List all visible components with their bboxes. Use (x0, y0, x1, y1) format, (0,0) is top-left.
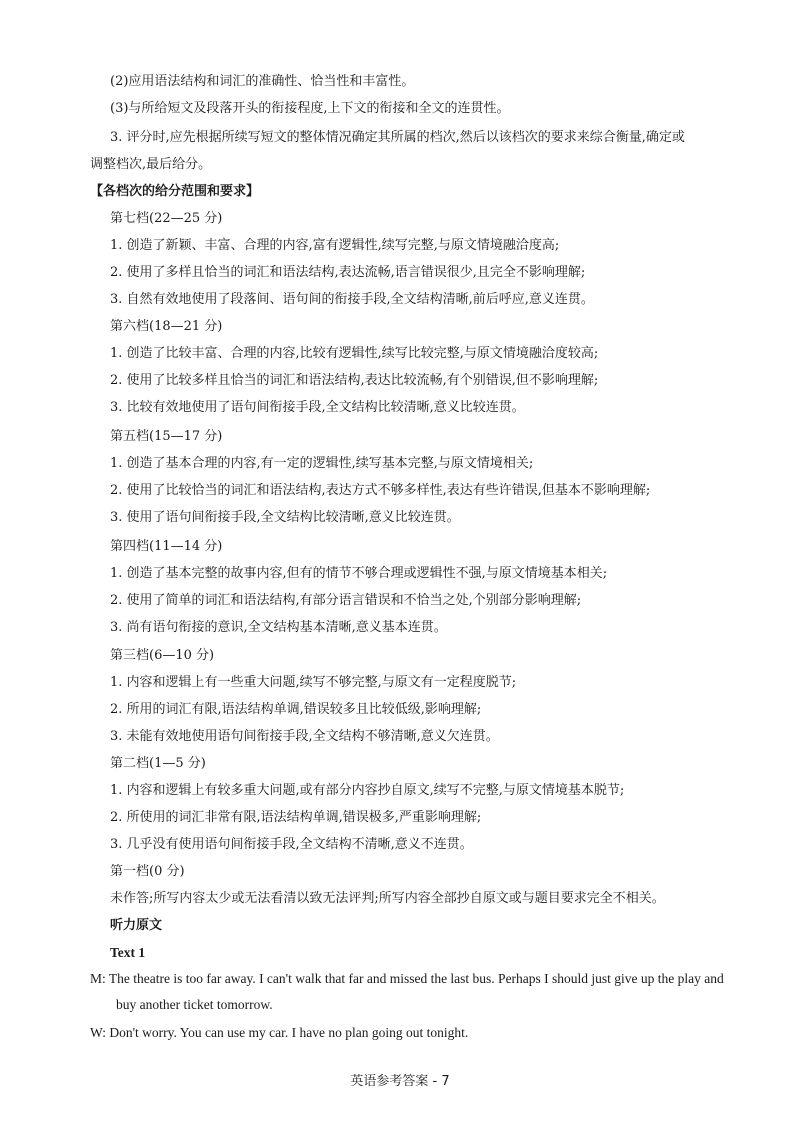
level-item: 3. 几乎没有使用语句间衔接手段,全文结构不清晰,意义不连贯。 (110, 837, 473, 852)
page-footer: 英语参考答案 - 7 (350, 1074, 450, 1089)
level-item: 1. 创造了基本完整的故事内容,但有的情节不够合理或逻辑性不强,与原文情境基本相关; (110, 566, 608, 581)
level-item: 3. 比较有效地使用了语句间衔接手段,全文结构比较清晰,意义比较连贯。 (110, 400, 525, 415)
level-title: 第三档(6—10 分) (110, 648, 215, 663)
level-item: 2. 所用的词汇有限,语法结构单调,错误较多且比较低级,影响理解; (110, 702, 482, 717)
level-item: 1. 内容和逻辑上有较多重大问题,或有部分内容抄自原文,续写不完整,与原文情境基本脱节; (110, 783, 625, 798)
criteria-item-3: (3)与所给短文及段落开头的衔接程度,上下文的衔接和全文的连贯性。 (110, 101, 510, 116)
level-title: 第五档(15—17 分) (110, 429, 223, 444)
level-item: 3. 使用了语句间衔接手段,全文结构比较清晰,意义比较连贯。 (110, 510, 460, 525)
scoring-note-line-2: 调整档次,最后给分。 (90, 157, 212, 172)
level-item: 1. 内容和逻辑上有一些重大问题,续写不够完整,与原文有一定程度脱节; (110, 675, 517, 690)
level-item: 1. 创造了基本合理的内容,有一定的逻辑性,续写基本完整,与原文情境相关; (110, 456, 534, 471)
dialogue-line: W: Don't worry. You can use my car. I have no plan going out tonight. (90, 1025, 469, 1040)
section-heading: 【各档次的给分范围和要求】 (90, 184, 260, 199)
level-item: 2. 使用了多样且恰当的词汇和语法结构,表达流畅,语言错误很少,且完全不影响理解; (110, 265, 586, 280)
level-item: 1. 创造了比较丰富、合理的内容,比较有逻辑性,续写比较完整,与原文情境融洽度较高; (110, 346, 599, 361)
level-title: 第七档(22—25 分) (110, 211, 223, 226)
level-item: 3. 未能有效地使用语句间衔接手段,全文结构不够清晰,意义欠连贯。 (110, 729, 499, 744)
scoring-note-line-1: 3. 评分时,应先根据所续写短文的整体情况确定其所属的档次,然后以该档次的要求来综合衡量,确定或 (110, 130, 685, 145)
level-item: 2. 所使用的词汇非常有限,语法结构单调,错误极多,严重影响理解; (110, 810, 482, 825)
level-item: 3. 尚有语句衔接的意识,全文结构基本清晰,意义基本连贯。 (110, 620, 447, 635)
dialogue-line: M: The theatre is too far away. I can't walk that far and missed the last bus. Perhaps I should just give up the play and buy another ticket tomorrow. (90, 971, 724, 1012)
level-item: 3. 自然有效地使用了段落间、语句间的衔接手段,全文结构清晰,前后呼应,意义连贯。 (110, 292, 594, 307)
level-item: 1. 创造了新颖、丰富、合理的内容,富有逻辑性,续写完整,与原文情境融洽度高; (110, 238, 560, 253)
level-item: 未作答;所写内容太少或无法看清以致无法评判;所写内容全部抄自原文或与题目要求完全不相关。 (110, 891, 665, 906)
level-title: 第二档(1—5 分) (110, 756, 206, 771)
level-title: 第一档(0 分) (110, 864, 185, 879)
listening-text-label: Text 1 (110, 945, 146, 960)
level-item: 2. 使用了比较恰当的词汇和语法结构,表达方式不够多样性,表达有些许错误,但基本不影响理解; (110, 483, 651, 498)
level-item: 2. 使用了比较多样且恰当的词汇和语法结构,表达比较流畅,有个别错误,但不影响理解; (110, 373, 599, 388)
level-title: 第六档(18—21 分) (110, 319, 223, 334)
criteria-item-2: (2)应用语法结构和词汇的准确性、恰当性和丰富性。 (110, 74, 415, 89)
listening-heading: 听力原文 (110, 918, 163, 933)
level-title: 第四档(11—14 分) (110, 539, 223, 554)
level-item: 2. 使用了简单的词汇和语法结构,有部分语言错误和不恰当之处,个别部分影响理解; (110, 593, 582, 608)
